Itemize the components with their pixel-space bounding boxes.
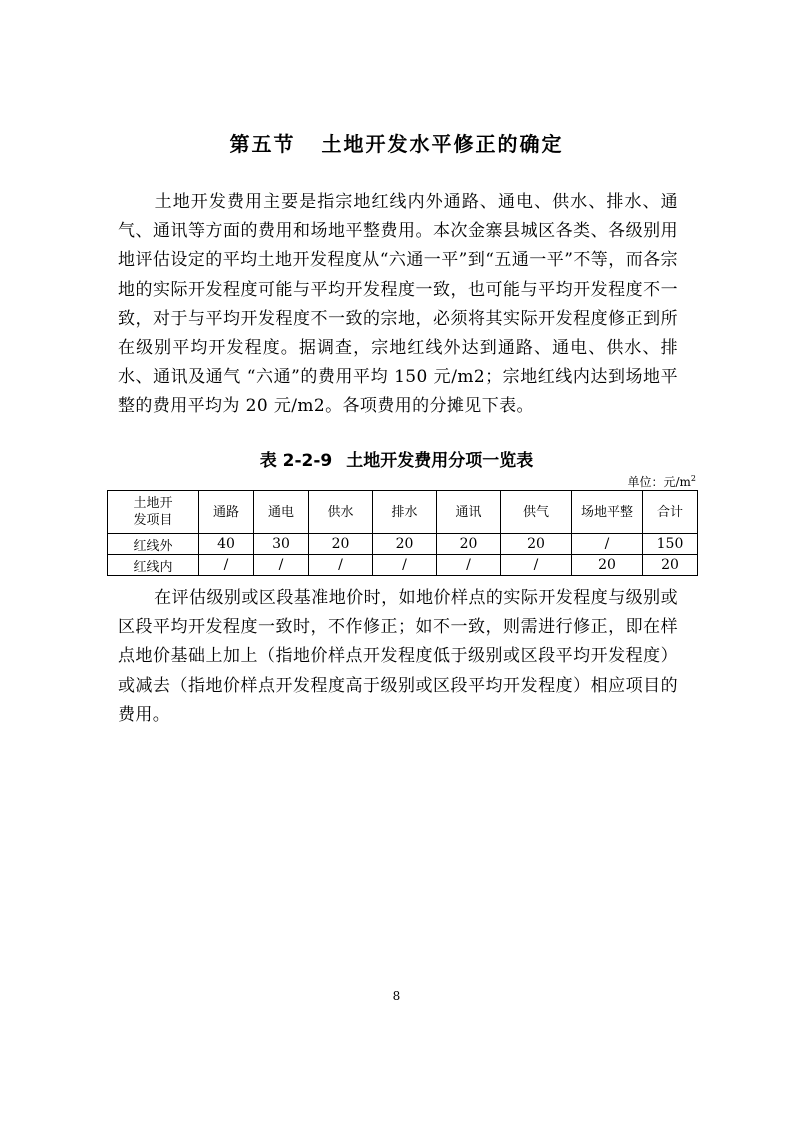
header-item-line2: 发项目 [133, 513, 173, 528]
table-caption [0, 446, 793, 471]
table-cell: / [437, 555, 501, 576]
column-header: 排水 [373, 491, 437, 534]
table-cell: / [572, 534, 643, 555]
adjustment-paragraph [118, 584, 678, 730]
table-number: 表 2-2-9 [259, 451, 333, 471]
section-label: 第五节 [229, 132, 296, 156]
column-header: 通路 [199, 491, 254, 534]
table-cell: / [199, 555, 254, 576]
table-cell: / [309, 555, 373, 576]
table-unit-sup: 2 [690, 474, 696, 483]
intro-paragraph-text: 土地开发费用主要是指宗地红线内外通路、通电、供水、排水、通气、通讯等方面的费用和场地平整费用。本次金寨县城区各类、各级别用地评估设定的平均土地开发程度从“六通一平”到“五通一平”不等，而各宗地的实际开发程度可能与平均开发程度一致，也可能与平均开发程度不一致，对于与平均开发程度不一致的宗地，必须将其实际开发程度修正到所在级别平均开发程度。据调查，宗地红线外达到通路、通电、供水、排水、通讯及通气 “六通”的费用平均 150 元/m2；宗地红线内达到场地平整的费用平均为 20 元/m2。各项费用的分摊见下表。 [118, 192, 678, 417]
table-cell: 150 [643, 534, 698, 555]
row-label: 红线内 [108, 555, 199, 576]
intro-paragraph [118, 188, 678, 422]
table-header-row [108, 491, 698, 534]
table-unit-label: 单位：元/m [627, 475, 691, 489]
column-header: 合计 [643, 491, 698, 534]
table-cell: 20 [437, 534, 501, 555]
table-cell: / [501, 555, 572, 576]
column-header: 场地平整 [572, 491, 643, 534]
section-heading: 土地开发水平修正的确定 [321, 132, 564, 156]
table-row [108, 534, 698, 555]
fee-table [107, 490, 698, 576]
table-cell: / [373, 555, 437, 576]
table-title: 土地开发费用分项一览表 [346, 451, 534, 471]
header-item-line1: 土地开 [133, 496, 173, 511]
table-cell: 20 [501, 534, 572, 555]
column-header: 供气 [501, 491, 572, 534]
column-header: 通讯 [437, 491, 501, 534]
table-cell: 20 [309, 534, 373, 555]
table-cell: 40 [199, 534, 254, 555]
row-label: 红线外 [108, 534, 199, 555]
column-header: 供水 [309, 491, 373, 534]
table-cell: / [254, 555, 309, 576]
table-unit [560, 473, 696, 490]
column-header: 通电 [254, 491, 309, 534]
table-cell: 20 [373, 534, 437, 555]
table-row [108, 555, 698, 576]
table-cell: 30 [254, 534, 309, 555]
adjustment-paragraph-text: 在评估级别或区段基准地价时，如地价样点的实际开发程度与级别或区段平均开发程度一致时，不作修正；如不一致，则需进行修正，即在样点地价基础上加上（指地价样点开发程度低于级别或区段平均开发程度）或减去（指地价样点开发程度高于级别或区段平均开发程度）相应项目的费用。 [118, 588, 678, 725]
table-cell: 20 [572, 555, 643, 576]
section-title [0, 128, 793, 157]
header-item-cell [108, 491, 199, 534]
table-cell: 20 [643, 555, 698, 576]
page-number: 8 [392, 989, 401, 1003]
